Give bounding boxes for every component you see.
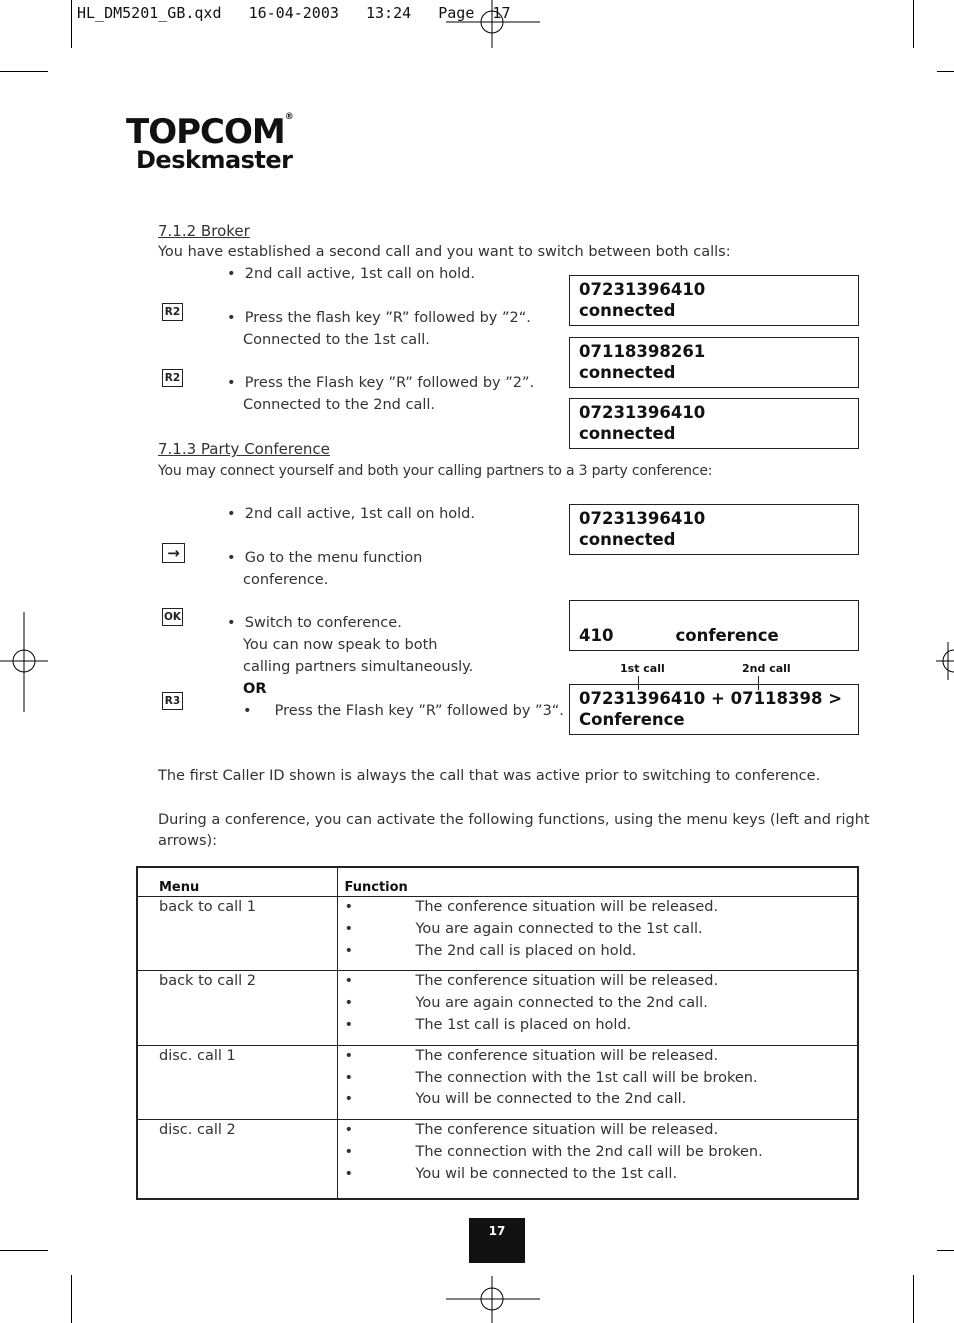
conference-step-1: • 2nd call active, 1st call on hold. <box>227 506 475 522</box>
broker-step-2-result: Connected to the 1st call. <box>243 332 430 348</box>
menu-cell: disc. call 2 <box>137 1120 337 1199</box>
registration-mark-left <box>0 612 48 712</box>
lcd-display-conference: 410 conference <box>569 600 859 651</box>
conference-intro: You may connect yourself and both your calling partners to a 3 party conference: <box>158 463 713 479</box>
function-cell: • The conference situation will be released. • The connection with the 1st call will be broken. • You will be connected to the 2nd call. <box>337 1045 858 1119</box>
conference-step-3: • Switch to conference. <box>227 615 402 631</box>
table-row <box>137 1045 858 1119</box>
conference-step-3-cont: calling partners simultaneously. <box>243 659 474 675</box>
conference-step-3-cont: You can now speak to both <box>243 637 438 653</box>
key-r3: R3 <box>162 692 183 710</box>
lcd-display: 07231396410 connected <box>569 504 859 555</box>
function-cell: • The conference situation will be released. • You are again connected to the 1st call. • The 2nd call is placed on hold. <box>337 897 858 971</box>
table-row <box>137 897 858 971</box>
registration-mark-right <box>930 612 954 712</box>
lcd-display: 07231396410 + 07118398 > Conference <box>569 684 859 735</box>
lcd-display: 07118398261 connected <box>569 337 859 388</box>
key-r2: R2 <box>162 303 183 321</box>
menu-cell: back to call 2 <box>137 971 337 1045</box>
broker-heading: 7.1.2 Broker <box>158 222 250 240</box>
or-label: OR <box>243 681 267 697</box>
key-ok: OK <box>162 608 183 626</box>
broker-step-2: • Press the flash key ”R” followed by ”2“. <box>227 310 531 326</box>
broker-step-3-result: Connected to the 2nd call. <box>243 397 436 413</box>
table-header-row <box>137 867 858 897</box>
topcom-logo: TOPCOM® <box>126 112 293 152</box>
note-caller-id: The first Caller ID shown is always the call that was active prior to switching to conference. <box>158 768 821 784</box>
registration-mark-top <box>440 0 544 48</box>
lcd-display: 07231396410 connected <box>569 398 859 449</box>
conference-step-2: • Go to the menu function <box>227 550 423 566</box>
registration-mark-bottom <box>440 1276 544 1323</box>
key-r2: R2 <box>162 369 183 387</box>
lcd-display: 07231396410 connected <box>569 275 859 326</box>
table-row <box>137 1120 858 1199</box>
column-header-menu: Menu <box>137 867 337 897</box>
note-menu-keys: During a conference, you can activate the following functions, using the menu keys (left and right <box>158 812 870 828</box>
column-header-function: Function <box>337 867 858 897</box>
label-1st-call: 1st call <box>620 662 665 675</box>
note-menu-keys-cont: arrows): <box>158 833 218 849</box>
broker-step-1: • 2nd call active, 1st call on hold. <box>227 266 475 282</box>
arrow-right-key-icon: → <box>162 543 185 563</box>
broker-step-3: • Press the Flash key ”R” followed by ”2”. <box>227 375 535 391</box>
conference-menu-table <box>136 866 859 1200</box>
conference-alt-step: • Press the Flash key ”R” followed by ”3“. <box>243 703 564 719</box>
label-2nd-call: 2nd call <box>742 662 791 675</box>
file-slug: HL_DM5201_GB.qxd 16-04-2003 13:24 Page 17 <box>77 4 511 22</box>
product-name: Deskmaster <box>136 146 293 174</box>
menu-cell: disc. call 1 <box>137 1045 337 1119</box>
function-cell: • The conference situation will be released. • You are again connected to the 2nd call. • The 1st call is placed on hold. <box>337 971 858 1045</box>
function-cell: • The conference situation will be released. • The connection with the 2nd call will be broken. • You wil be connected to the 1st call. <box>337 1120 858 1199</box>
page-number: 17 <box>469 1218 525 1263</box>
menu-cell: back to call 1 <box>137 897 337 971</box>
conference-heading: 7.1.3 Party Conference <box>158 440 330 458</box>
conference-step-2-cont: conference. <box>243 572 329 588</box>
table-row <box>137 971 858 1045</box>
broker-intro: You have established a second call and you want to switch between both calls: <box>158 244 731 260</box>
